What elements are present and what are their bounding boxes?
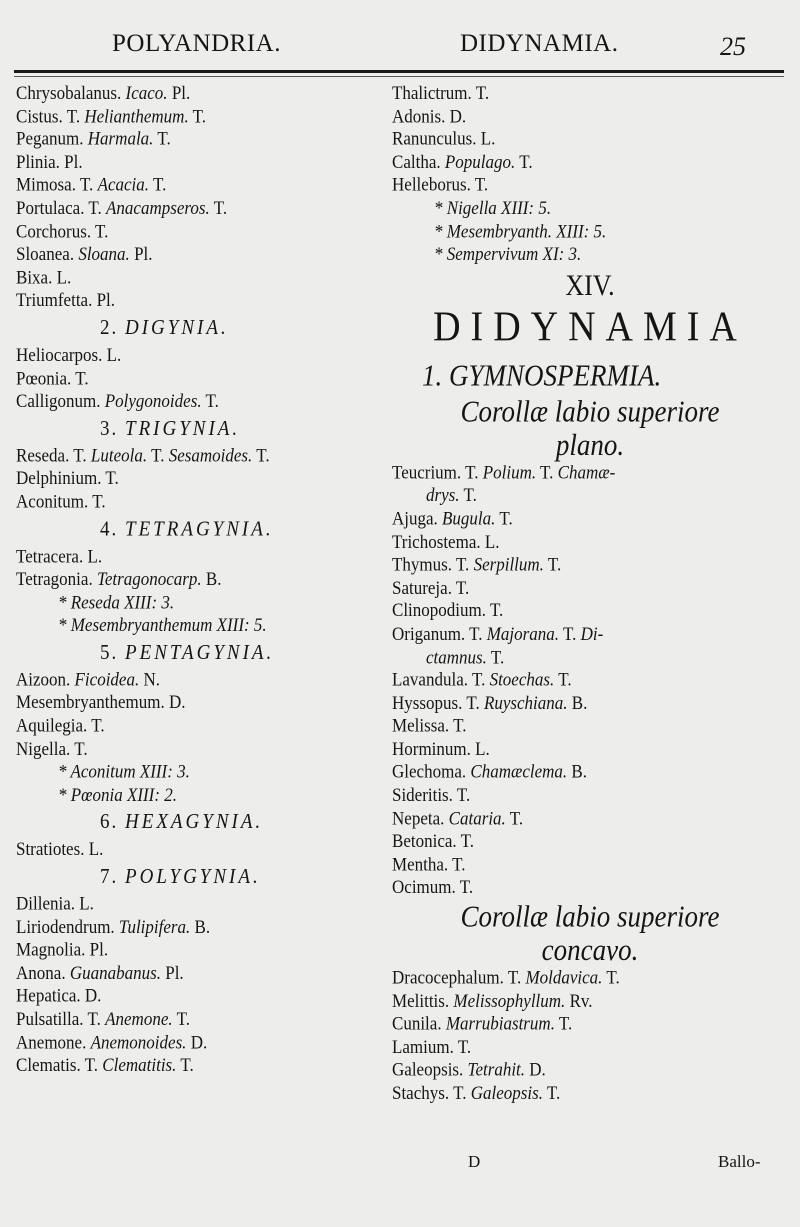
genus-name: Melittis.: [392, 989, 450, 1012]
genus-name: Teucrium.: [392, 461, 462, 483]
order-heading: [16, 413, 386, 444]
running-head-right: DIDYNAMIA.: [460, 30, 619, 57]
authority: L.: [484, 530, 500, 552]
genus-name: Heliocarpos.: [16, 344, 103, 366]
genus-entry: [392, 105, 788, 128]
genus-entry: [16, 174, 386, 197]
authority: T.: [456, 784, 471, 806]
genus-entry: [16, 445, 386, 468]
species-name: Serpillum.: [473, 553, 544, 575]
authority: Pl.: [134, 243, 153, 265]
genus-entry: [392, 692, 788, 715]
genus-name: Mimosa.: [16, 174, 76, 196]
authority: T.: [562, 622, 577, 645]
authority: T.: [79, 174, 94, 196]
genus-name: Dillenia.: [16, 892, 76, 915]
order-title: TRIGYNIA.: [125, 416, 241, 441]
genus-entry: [16, 738, 386, 761]
authority: T.: [75, 367, 89, 389]
genus-entry: [392, 531, 788, 554]
cross-reference: [16, 784, 386, 807]
genus-name: Nepeta.: [392, 807, 445, 829]
class-number: XIV.: [565, 268, 615, 302]
species-name: Anacampseros.: [106, 197, 210, 219]
cross-reference: [16, 761, 386, 784]
genus-name: Stachys.: [392, 1082, 450, 1104]
genus-name: Sideritis.: [392, 784, 453, 806]
genus-entry: [392, 877, 788, 900]
authority: B.: [205, 568, 222, 590]
authority: L.: [87, 545, 103, 567]
authority: T.: [84, 1054, 99, 1076]
cross-reference: [16, 591, 386, 614]
genus-name: Helleborus.: [392, 174, 471, 196]
species-name: Anemone.: [105, 1008, 173, 1030]
genus-name: Ranunculus.: [392, 128, 477, 150]
genus-name: Tetragonia.: [16, 568, 93, 590]
genus-name: Caltha.: [392, 151, 441, 173]
genus-entry: [16, 916, 386, 939]
genus-entry: [16, 128, 386, 151]
species-name: Anemonoides.: [90, 1031, 187, 1053]
authority: T.: [490, 645, 505, 668]
genus-name: Mesembryanthemum.: [16, 691, 165, 714]
genus-entry: [392, 82, 788, 105]
header-rule-thin: [14, 76, 784, 77]
genus-entry: [392, 1036, 788, 1059]
genus-name: Melissa.: [392, 715, 450, 737]
genus-entry: [16, 715, 386, 738]
subdivision-heading: plano.: [555, 427, 625, 462]
genus-entry: [392, 967, 788, 990]
authority: D.: [449, 105, 467, 127]
authority: T.: [474, 174, 489, 196]
authority: T.: [455, 553, 470, 575]
authority: T.: [453, 1082, 467, 1104]
genus-name: Corchorus.: [16, 220, 92, 242]
genus-name: Adonis.: [392, 105, 446, 127]
species-name: Ruyschiana.: [483, 692, 568, 714]
authority: T.: [463, 484, 477, 506]
genus-entry: [392, 784, 788, 807]
species-name: Icaco.: [125, 82, 168, 104]
genus-name: Thalictrum.: [392, 82, 472, 104]
reference-text: * Aconitum XIII: 3.: [58, 761, 190, 783]
authority: T.: [471, 668, 486, 691]
authority: T.: [466, 692, 480, 714]
genus-entry: [16, 390, 386, 413]
order-title: DIGYNIA.: [125, 316, 229, 340]
authority: Rv.: [569, 989, 593, 1012]
order-title: HEXAGYNIA.: [125, 810, 264, 835]
authority: T.: [507, 966, 522, 989]
order-heading: [16, 807, 386, 838]
reference-text: * Mesembryanthemum XIII: 5.: [58, 614, 267, 636]
genus-entry: [16, 568, 386, 591]
genus-entry: [16, 1054, 386, 1077]
genus-name: Cistus.: [16, 105, 63, 127]
genus-name: Trichostema.: [392, 530, 481, 552]
genus-name: Horminum.: [392, 738, 471, 760]
authority: N.: [143, 668, 160, 691]
genus-entry: [16, 290, 386, 313]
authority: T.: [606, 966, 620, 989]
genus-entry: [392, 854, 788, 877]
authority: T.: [558, 668, 572, 691]
authority: T.: [157, 128, 171, 150]
genus-entry: [16, 267, 386, 290]
genus-entry: [392, 600, 788, 623]
genus-entry: [392, 669, 788, 692]
authority: T.: [74, 737, 88, 760]
species-name: Majorana.: [486, 622, 560, 645]
cross-reference: [392, 243, 788, 266]
authority: D.: [84, 985, 102, 1007]
species-name: Marrubiastrum.: [445, 1012, 555, 1035]
genus-entry: [392, 715, 788, 738]
order-title: TETRAGYNIA.: [125, 517, 274, 541]
authority: T.: [475, 82, 490, 104]
genus-name: Sloanea.: [16, 243, 75, 265]
authority: T.: [499, 507, 513, 529]
reference-text: * Pœonia XIII: 2.: [58, 784, 177, 806]
authority: B.: [194, 915, 211, 938]
species-name: Ficoidea.: [74, 668, 140, 691]
genus-name: Aizoon.: [16, 668, 71, 691]
authority: T.: [465, 461, 479, 483]
genus-name: Ocimum.: [392, 876, 456, 898]
genus-name: Satureja.: [392, 576, 452, 599]
genus-entry: [16, 243, 386, 266]
species-name: Galeopsis.: [470, 1082, 543, 1104]
authority: T.: [152, 174, 167, 196]
genus-entry: [392, 577, 788, 600]
cross-reference: [392, 197, 788, 220]
left-column: [16, 82, 386, 1077]
genus-entry: [392, 738, 788, 761]
order-number: 5.: [100, 640, 119, 665]
genus-entry: [16, 838, 386, 861]
genus-entry: [16, 939, 386, 962]
authority: T.: [88, 197, 102, 219]
authority: L.: [475, 738, 490, 760]
genus-name: Clinopodium.: [392, 599, 486, 622]
authority: B.: [571, 761, 587, 783]
genus-entry: [392, 1013, 788, 1036]
authority: L.: [56, 266, 72, 288]
genus-name: Anona.: [16, 962, 66, 984]
genus-entry: [16, 468, 386, 491]
order-title: POLYGYNIA.: [125, 864, 261, 889]
authority: L.: [106, 344, 122, 366]
reference-text: * Sempervivum XI: 3.: [434, 243, 582, 265]
authority: T.: [176, 1008, 190, 1030]
authority: Pl.: [96, 289, 116, 311]
genus-name: Triumfetta.: [16, 289, 93, 311]
genus-name: Hepatica.: [16, 985, 81, 1007]
genus-name: Portulaca.: [16, 197, 85, 219]
species-name: Tulipifera.: [118, 915, 191, 938]
genus-entry: [392, 461, 788, 484]
genus-name: Ajuga.: [392, 507, 438, 529]
genus-entry: [16, 692, 386, 715]
species-name: Melissophyllum.: [453, 989, 566, 1012]
genus-entry: [392, 554, 788, 577]
authority: T.: [205, 390, 219, 412]
authority: L.: [79, 892, 94, 915]
genus-name: Mentha.: [392, 853, 449, 875]
genus-name: Thymus.: [392, 553, 452, 575]
authority: T.: [192, 105, 207, 127]
authority: T.: [105, 467, 119, 489]
genus-entry: [392, 807, 788, 830]
genus-entry: [392, 761, 788, 784]
species-name: Populago.: [444, 151, 516, 173]
genus-name: Cunila.: [392, 1012, 442, 1035]
genus-name: Anemone.: [16, 1031, 87, 1053]
genus-entry: [392, 830, 788, 853]
genus-entry: [392, 1082, 788, 1105]
genus-entry: [16, 669, 386, 692]
genus-entry: [16, 82, 386, 105]
genus-name: Peganum.: [16, 128, 84, 150]
genus-name: Nigella.: [16, 737, 71, 760]
genus-name: Tetracera.: [16, 545, 84, 567]
species-name: Chamæ-: [557, 461, 616, 483]
genus-name: Stratiotes.: [16, 838, 85, 860]
genus-entry: [392, 1059, 788, 1082]
authority: T.: [547, 553, 562, 575]
authority: L.: [88, 838, 104, 860]
order-number: 7.: [100, 864, 119, 889]
genus-entry: [392, 623, 788, 646]
genus-name: Clematis.: [16, 1054, 81, 1076]
species-name: Di-: [580, 622, 604, 645]
authority: T.: [256, 444, 270, 466]
authority: Pl.: [89, 939, 109, 961]
genus-name: Delphinium.: [16, 467, 102, 489]
genus-entry: [16, 197, 386, 220]
genus-name: Lamium.: [392, 1036, 454, 1058]
reference-text: * Nigella XIII: 5.: [434, 197, 552, 219]
subdivision-heading: Corollæ labio superiore: [460, 394, 720, 428]
authority: T.: [87, 1008, 101, 1030]
genus-name: Aquilegia.: [16, 714, 88, 737]
species-name: Polium.: [482, 461, 537, 483]
species-name: Acacia.: [97, 174, 150, 196]
continuation-line: [392, 484, 788, 507]
order-title: PENTAGYNIA.: [125, 640, 275, 665]
order-number: 6.: [100, 810, 119, 835]
authority: T.: [459, 876, 474, 898]
genus-name: Liriodendrum.: [16, 915, 115, 938]
genus-name: Pulsatilla.: [16, 1008, 84, 1030]
species-name: Harmala.: [87, 128, 154, 150]
genus-name: Pœonia.: [16, 367, 72, 389]
genus-entry: [16, 1008, 386, 1031]
continuation-line: [392, 646, 788, 669]
authority: T.: [457, 1036, 472, 1058]
genus-name: Aconitum.: [16, 490, 89, 512]
authority: Pl.: [171, 82, 191, 104]
authority: T.: [519, 151, 533, 173]
order-title: 1. GYMNOSPERMIA.: [422, 358, 662, 392]
genus-name: Magnolia.: [16, 939, 86, 961]
genus-name: Calligonum.: [16, 390, 101, 412]
genus-name: Bixa.: [16, 266, 53, 288]
authority: T.: [452, 853, 466, 875]
genus-entry: [392, 128, 788, 151]
genus-name: Galeopsis.: [392, 1059, 464, 1081]
authority: D.: [168, 691, 186, 714]
authority: T.: [73, 444, 87, 466]
reference-text: * Mesembryanth. XIII: 5.: [434, 220, 607, 242]
authority: T.: [558, 1012, 573, 1035]
species-name: Sesamoides.: [168, 444, 253, 466]
genus-name: Origanum.: [392, 622, 466, 645]
subdivision-heading: Corollæ labio superiore: [460, 899, 720, 934]
genus-name: Hyssopus.: [392, 692, 463, 714]
authority: T.: [469, 622, 483, 645]
species-name: Helianthemum.: [84, 105, 189, 127]
authority: L.: [480, 128, 496, 150]
genus-name: Chrysobalanus.: [16, 82, 122, 104]
class-title: DIDYNAMIA: [433, 303, 747, 351]
species-name: Clematitis.: [102, 1054, 177, 1076]
species-name: drys.: [426, 484, 460, 506]
authority: B.: [571, 692, 588, 714]
running-head-left: POLYANDRIA.: [112, 30, 281, 57]
authority: Pl.: [64, 151, 83, 173]
order-number: 2.: [100, 316, 119, 340]
authority: T.: [460, 830, 474, 852]
genus-name: Betonica.: [392, 830, 457, 852]
order-number: 3.: [100, 416, 119, 441]
order-heading: [16, 514, 386, 545]
species-name: Luteola.: [90, 444, 148, 466]
authority: T.: [180, 1054, 194, 1076]
authority: T.: [92, 490, 106, 512]
species-name: Cataria.: [448, 807, 506, 829]
genus-entry: [16, 491, 386, 514]
genus-entry: [16, 151, 386, 174]
genus-entry: [16, 962, 386, 985]
genus-entry: [16, 985, 386, 1008]
authority: T.: [509, 807, 524, 829]
authority: D.: [529, 1059, 546, 1081]
genus-entry: [392, 990, 788, 1013]
species-name: ctamnus.: [426, 645, 487, 668]
species-name: Moldavica.: [525, 966, 603, 989]
genus-entry: [16, 220, 386, 243]
signature-mark: D: [468, 1152, 481, 1171]
genus-entry: [16, 893, 386, 916]
order-number: 4.: [100, 517, 119, 541]
page-number: 25: [720, 32, 746, 61]
species-name: Chamæclema.: [470, 761, 568, 783]
genus-name: Glechoma.: [392, 761, 467, 783]
species-name: Polygonoides.: [104, 390, 202, 412]
right-column: [392, 82, 788, 1105]
subdivision-heading: concavo.: [541, 933, 639, 967]
genus-entry: [16, 344, 386, 367]
genus-entry: [392, 151, 788, 174]
authority: T.: [66, 105, 81, 127]
species-name: Stoechas.: [489, 668, 555, 691]
authority: T.: [95, 220, 109, 242]
species-name: Guanabanus.: [69, 962, 161, 984]
authority: T.: [453, 715, 467, 737]
species-name: Tetragonocarp.: [96, 568, 202, 590]
reference-text: * Reseda XIII: 3.: [58, 591, 175, 613]
species-name: Sloana.: [78, 243, 130, 265]
authority: T.: [455, 576, 470, 599]
authority: T.: [91, 714, 105, 737]
order-heading: [16, 637, 386, 668]
header-rule: [14, 70, 784, 73]
authority: T.: [213, 197, 228, 219]
species-name: Bugula.: [442, 507, 496, 529]
genus-name: Lavandula.: [392, 668, 468, 691]
cross-reference: [16, 614, 386, 637]
genus-entry: [392, 508, 788, 531]
genus-name: Reseda.: [16, 444, 70, 466]
order-heading: [16, 313, 386, 344]
authority: Pl.: [165, 962, 184, 984]
genus-entry: [16, 105, 386, 128]
authority: D.: [190, 1031, 208, 1053]
authority: T.: [489, 599, 504, 622]
genus-entry: [16, 545, 386, 568]
species-name: Tetrahit.: [467, 1059, 526, 1081]
genus-entry: [16, 367, 386, 390]
authority: T.: [540, 461, 554, 483]
genus-entry: [16, 1031, 386, 1054]
genus-name: Plinia.: [16, 151, 60, 173]
authority: T.: [151, 444, 165, 466]
genus-entry: [392, 174, 788, 197]
order-heading: [16, 862, 386, 893]
genus-name: Dracocephalum.: [392, 966, 504, 989]
cross-reference: [392, 220, 788, 243]
catchword: Ballo-: [718, 1152, 761, 1171]
authority: T.: [546, 1082, 561, 1104]
